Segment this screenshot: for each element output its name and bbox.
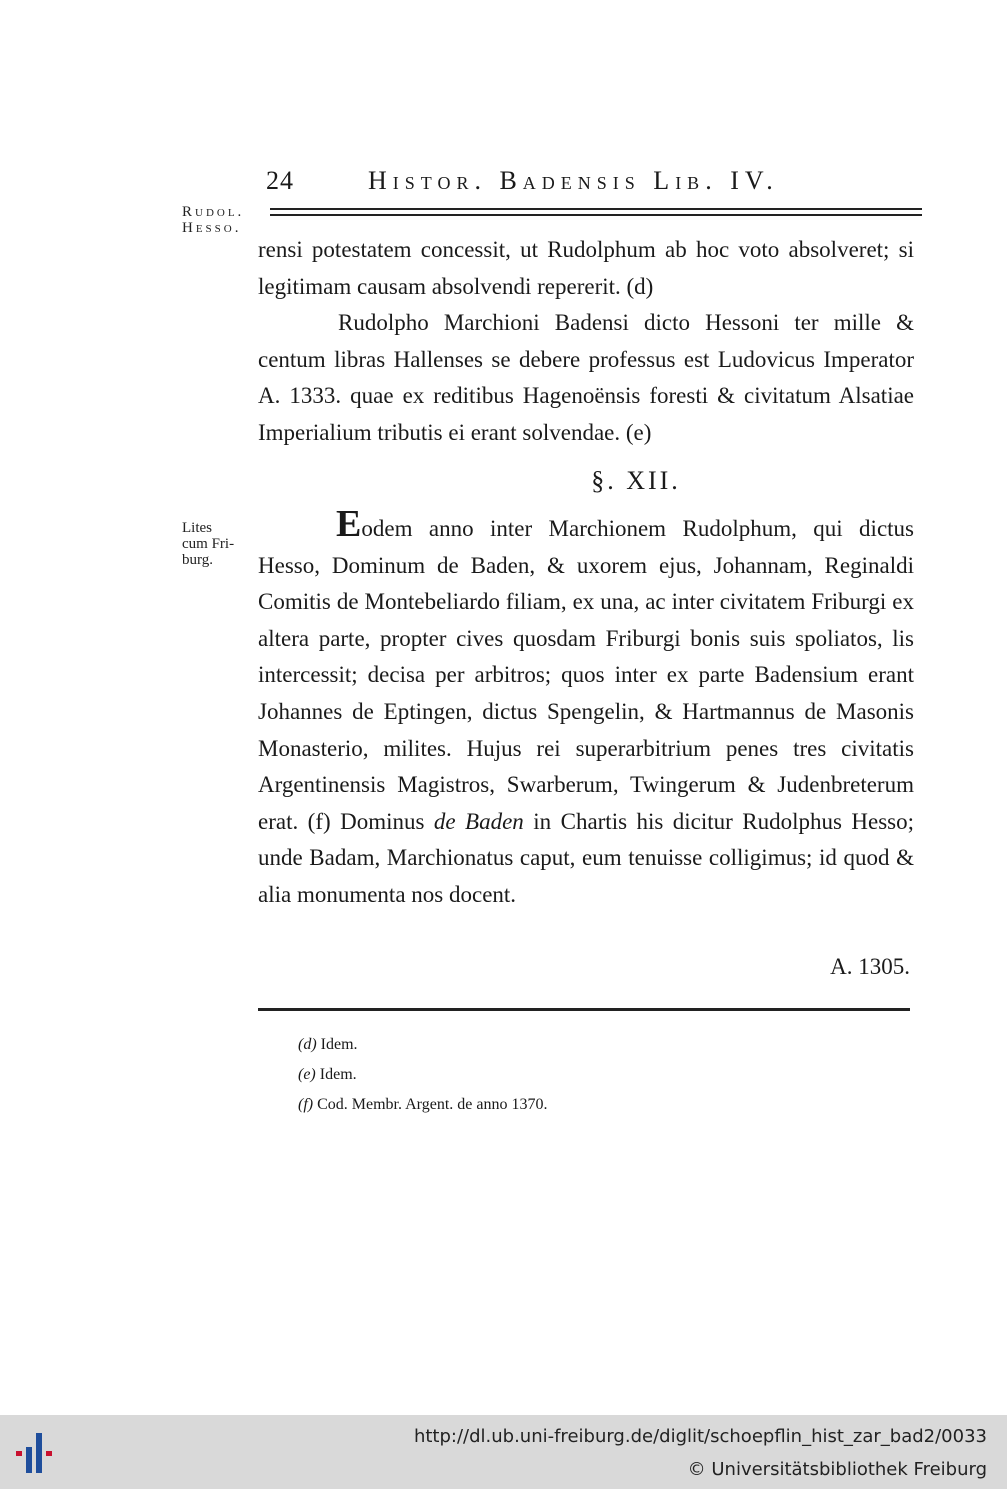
footnote-e xyxy=(298,1060,547,1090)
margin-note-lites: Lites cum Fri- burg. xyxy=(182,520,235,568)
footnote-mark: (f) xyxy=(298,1096,314,1113)
paragraph-2-text-b: in Chartis his dicitur Rudolphus Hesso; unde Badam, Marchionatus caput, eum tenuisse colligimus; id quod & alia monumenta nos docent. xyxy=(258,808,915,907)
section-heading: §. XII. xyxy=(591,466,681,495)
footnote-text: Idem. xyxy=(319,1066,357,1083)
library-footer xyxy=(0,1415,1007,1489)
header-rule xyxy=(270,208,922,216)
paragraph-2-italic: de Baden xyxy=(433,808,524,834)
paragraph-1-rudolpho: Rudolpho Marchioni Badensi dicto Hessoni ter mille & centum libras Hallenses se debere professus est Ludovicus Imperator A. 1333. quae ex reditibus Hagenoënsis foresti & civitatum Alsatiae Imperialium tributis ei erant solvendae. (e) xyxy=(258,310,914,445)
running-header xyxy=(266,166,926,200)
footnote-rule xyxy=(258,1008,910,1011)
footnote-text: Idem. xyxy=(320,1036,358,1053)
ub-freiburg-logo-icon[interactable] xyxy=(16,1429,62,1477)
footnotes xyxy=(298,1030,547,1120)
footnote-mark: (e) xyxy=(298,1066,316,1083)
page-number: 24 xyxy=(266,166,294,195)
margin-note-rudol-hesso: Rudol. Hesso. xyxy=(182,204,245,236)
paragraph-1 xyxy=(258,232,914,452)
footnote-d xyxy=(298,1030,547,1060)
footnote-mark: (d) xyxy=(298,1036,317,1053)
paragraph-2 xyxy=(258,503,915,914)
footnote-text: Cod. Membr. Argent. de anno 1370. xyxy=(317,1096,548,1113)
copyright-notice: © Universitätsbibliothek Freiburg xyxy=(687,1459,987,1480)
drop-cap: E xyxy=(336,503,362,545)
footnote-f xyxy=(298,1090,547,1120)
paragraph-1-continuation: rensi potestatem concessit, ut Rudolphum ab hoc voto absolveret; si legitimam causam absolvendi repererit. (d) xyxy=(258,237,914,299)
paragraph-2-text-a: odem anno inter Marchionem Rudolphum, qui dictus Hesso, Dominum de Baden, & uxorem ejus, Johannam, Reginaldi Comitis de Montebeliardo filiam, ex una, ac inter civitatem Friburgi ex altera parte, propter cives quosdam Friburgi bonis suis spoliatos, lis intercessit; decisa per arbitros; quos inter ex parte Badensium erant Johannes de Eptingen, dictus Spengelin, & Hartmannus de Masonis Monasterio, milites. Hujus rei superarbitrium penes tres civitatis Argentinensis Magistros, Swarberum, Twingerum & Judenbreterum erat. (f) Dominus xyxy=(258,516,914,834)
running-title: Histor. Badensis Lib. IV. xyxy=(368,166,779,195)
paragraph-2-body xyxy=(258,503,915,914)
permalink-url[interactable]: http://dl.ub.uni-freiburg.de/diglit/schoepflin_hist_zar_bad2/0033 xyxy=(413,1426,987,1447)
year-note: A. 1305. xyxy=(830,954,910,979)
